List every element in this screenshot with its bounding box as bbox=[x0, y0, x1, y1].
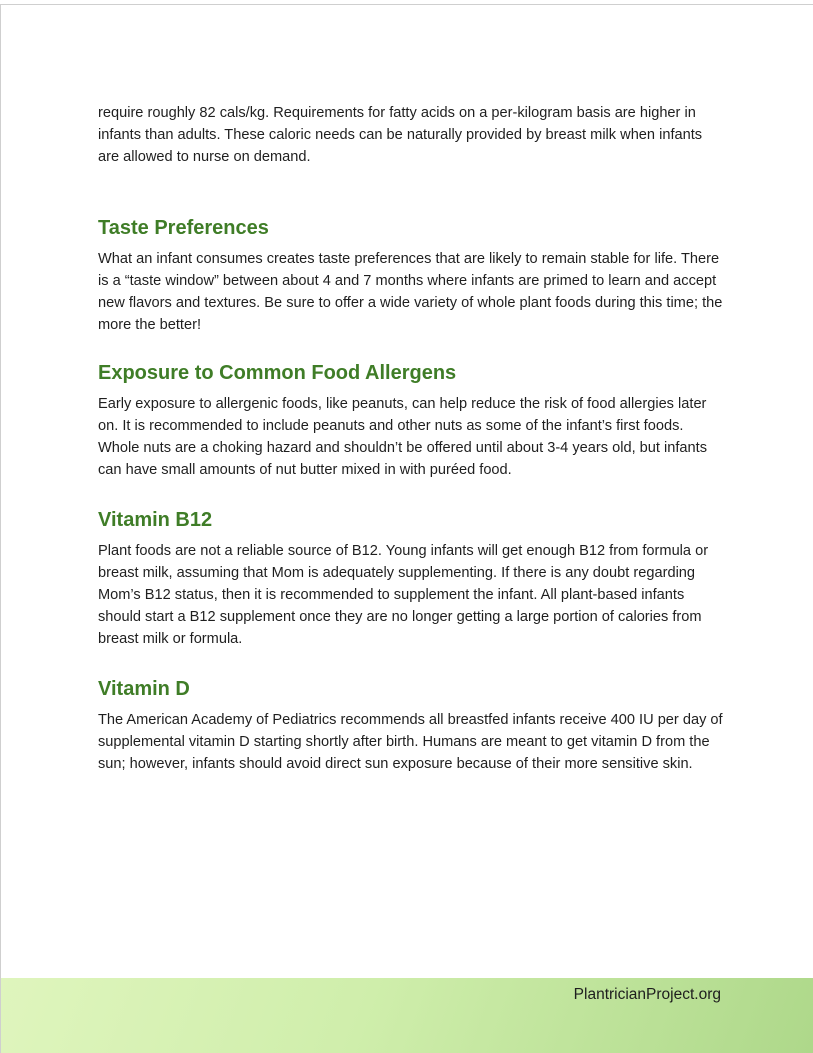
footer-website: PlantricianProject.org bbox=[573, 986, 721, 1003]
section-body-vitamin-d: The American Academy of Pediatrics recommends all breastfed infants receive 400 IU per day of supplemental vitamin D starting shortly after birth. Humans are meant to get vitamin D from the sun; however, infants should avoid direct sun exposure because of their more sensitive skin. bbox=[98, 712, 723, 772]
document-page bbox=[0, 4, 813, 1053]
footer-band bbox=[1, 978, 813, 1053]
section-title-taste-preferences: Taste Preferences bbox=[98, 217, 269, 239]
section-body-food-allergens: Early exposure to allergenic foods, like peanuts, can help reduce the risk of food allergies later on. It is recommended to include peanuts and other nuts as some of the infant’s first foods. Whole nuts are a choking hazard and shouldn’t be offered until about 3-4 years old, but infants can have small amounts of nut butter mixed in with puréed food. bbox=[98, 396, 708, 478]
intro-paragraph: require roughly 82 cals/kg. Requirements for fatty acids on a per-kilogram basis are higher in infants than adults. These caloric needs can be naturally provided by breast milk when infants are allowed to nurse on demand. bbox=[98, 105, 703, 165]
section-body-vitamin-b12: Plant foods are not a reliable source of B12. Young infants will get enough B12 from formula or breast milk, assuming that Mom is adequately supplementing. If there is any doubt regarding Mom’s B12 status, then it is recommended to supplement the infant. All plant-based infants should start a B12 supplement once they are no longer getting a large portion of calories from breast milk or formula. bbox=[98, 543, 709, 647]
section-body-taste-preferences: What an infant consumes creates taste preferences that are likely to remain stable for life. There is a “taste window” between about 4 and 7 months where infants are primed to learn and accept new flavors and textures. Be sure to offer a wide variety of whole plant foods during this time; the more the better! bbox=[98, 251, 723, 333]
page-content bbox=[98, 102, 726, 775]
section-title-vitamin-b12: Vitamin B12 bbox=[98, 509, 213, 531]
section-title-vitamin-d: Vitamin D bbox=[98, 678, 190, 700]
section-title-food-allergens: Exposure to Common Food Allergens bbox=[98, 362, 457, 384]
